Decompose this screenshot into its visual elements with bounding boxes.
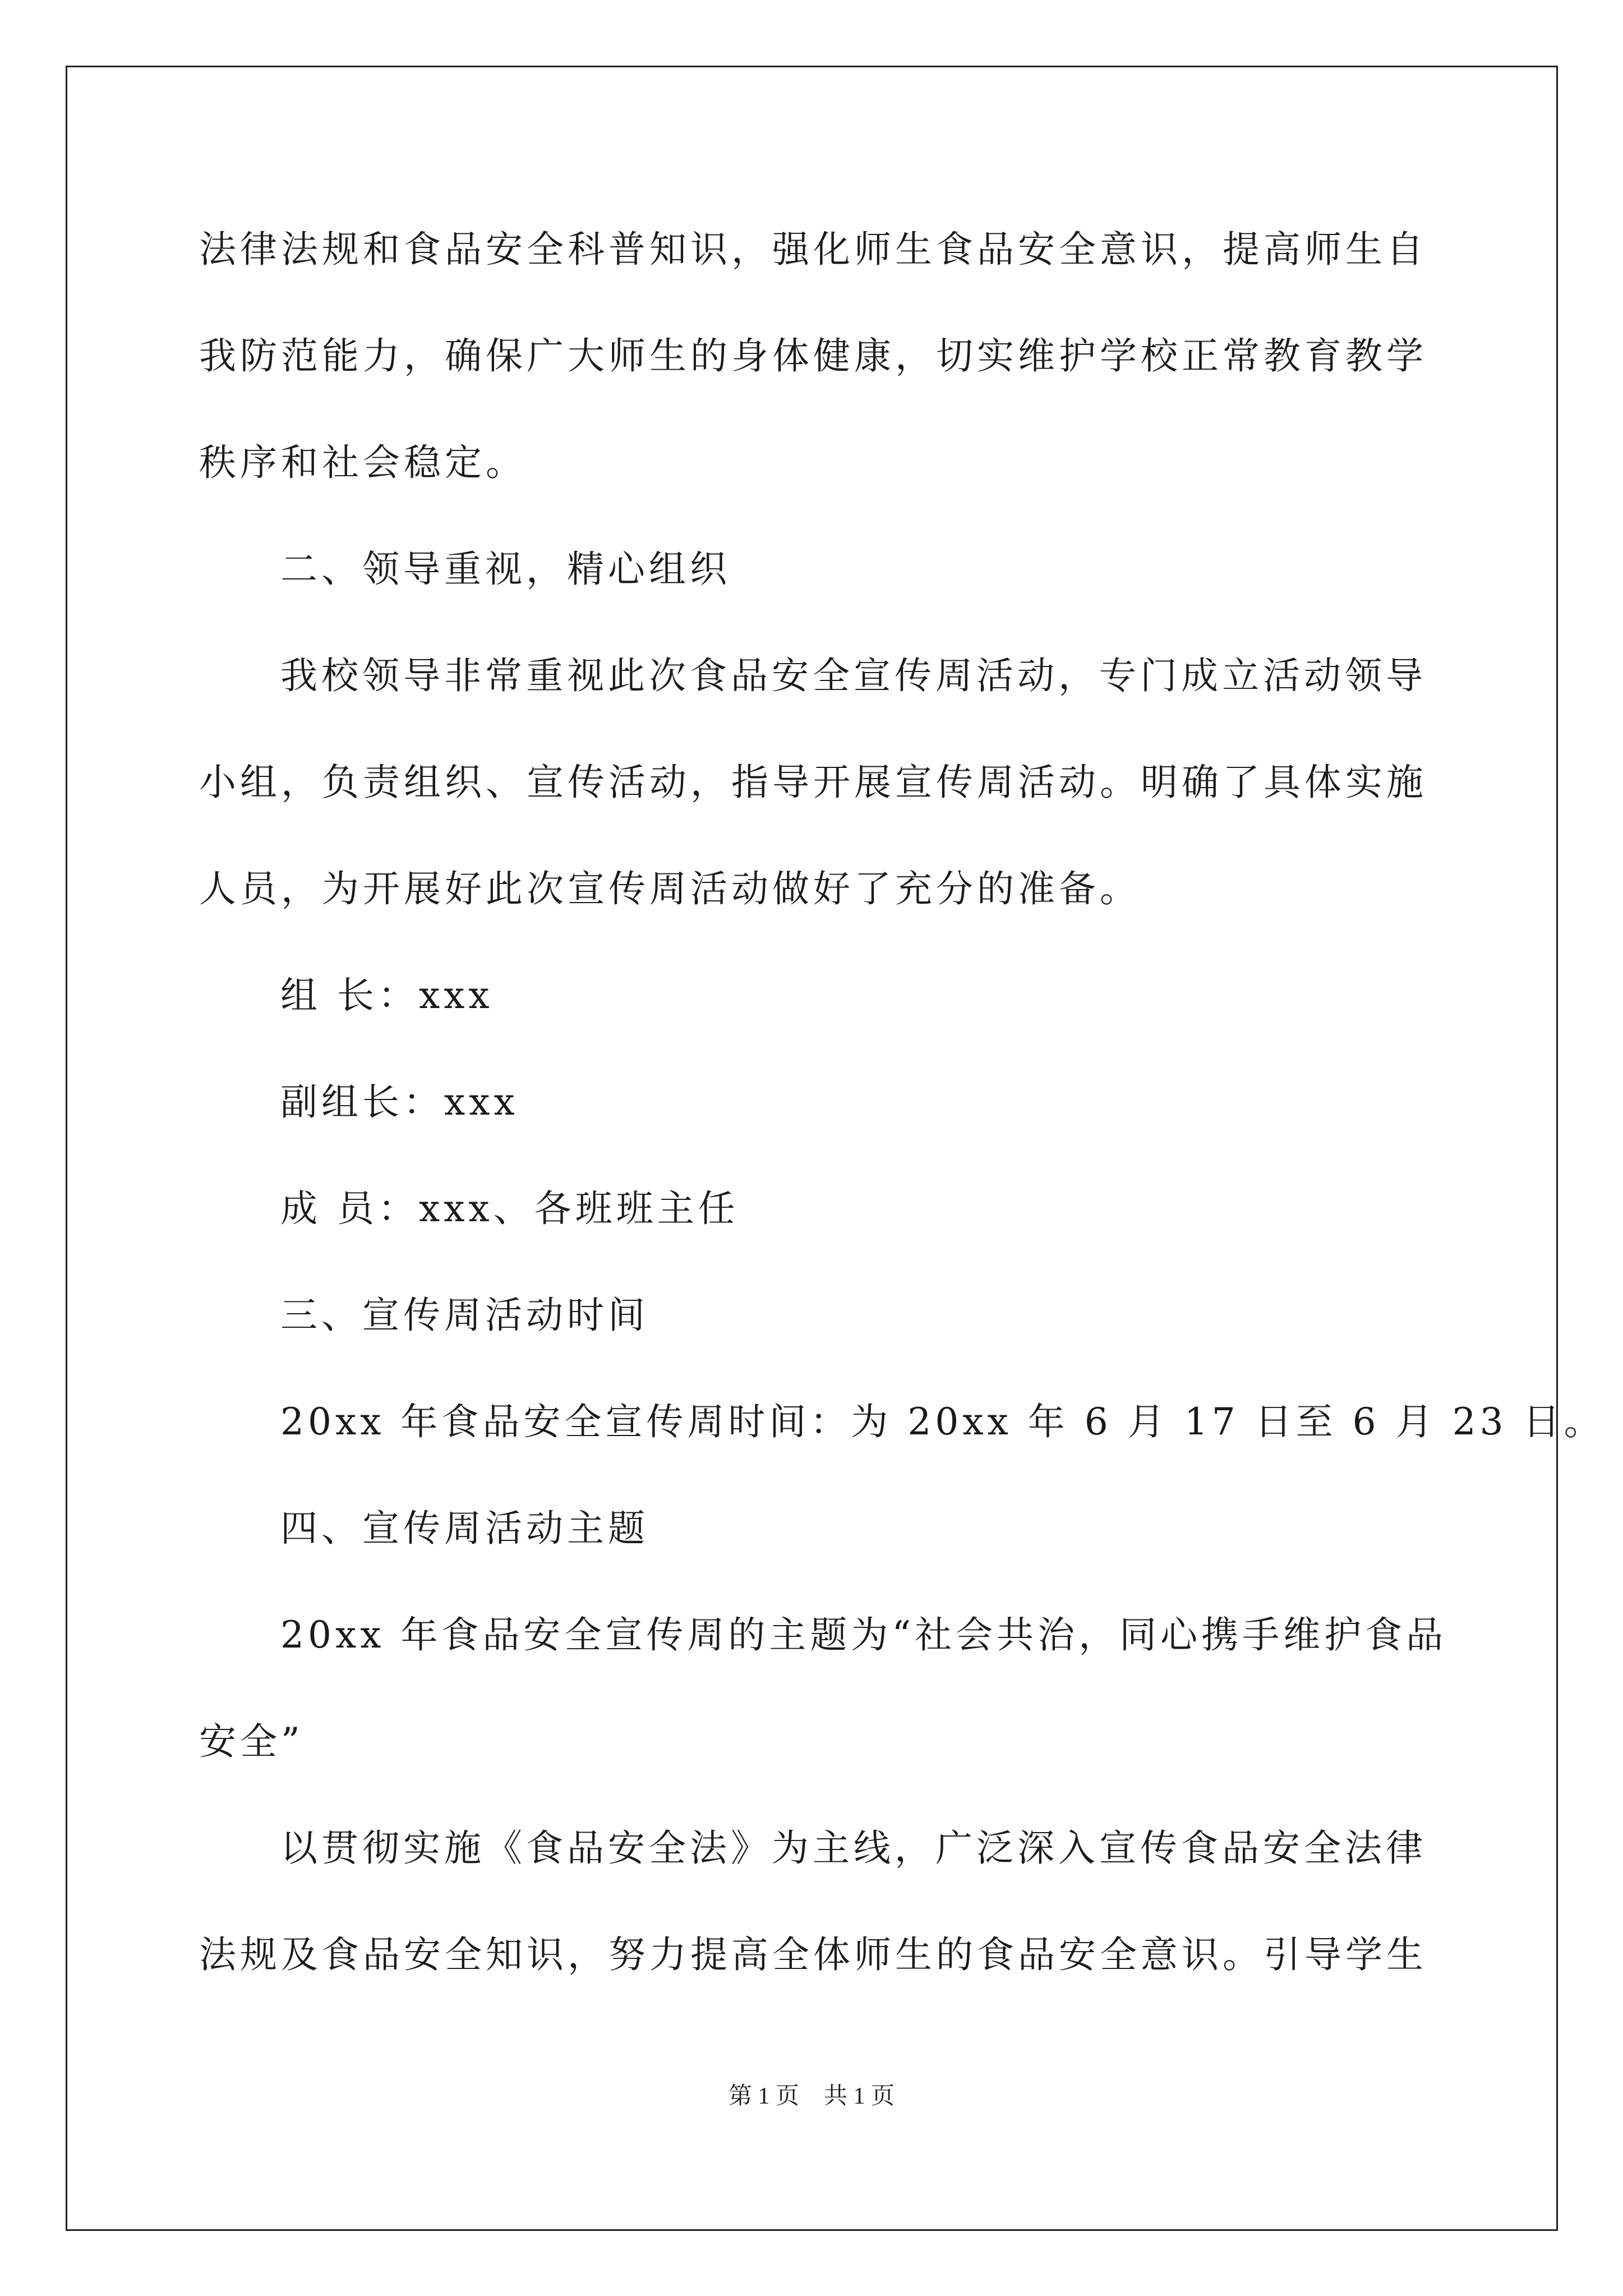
page-footer	[0, 2082, 1623, 2110]
deputy-leader-line: 副组长：xxx	[280, 1080, 519, 1124]
body-text-line: 法律法规和食品安全科普知识，强化师生食品安全意识，提高师生自	[199, 228, 1427, 271]
page-number: 第 1 页	[728, 2083, 799, 2109]
body-text-line: 以贯彻实施《食品安全法》为主线，广泛深入宣传食品安全法律	[280, 1826, 1427, 1870]
group-leader-line: 组 长：xxx	[280, 974, 494, 1017]
section-heading: 二、领导重视，精心组织	[280, 547, 731, 591]
section-heading: 三、宣传周活动时间	[280, 1294, 649, 1337]
body-text-line: 20xx 年食品安全宣传周的主题为“社会共治，同心携手维护食品	[280, 1613, 1447, 1657]
section-heading: 四、宣传周活动主题	[280, 1507, 649, 1550]
body-text-line: 秩序和社会稳定。	[199, 441, 527, 484]
body-text-line: 法规及食品安全知识，努力提高全体师生的食品安全意识。引导学生	[199, 1933, 1427, 1976]
body-text-line: 安全”	[199, 1720, 304, 1763]
body-text-line: 小组，负责组织、宣传活动，指导开展宣传周活动。明确了具体实施	[199, 761, 1427, 804]
body-text-line: 人员，为开展好此次宣传周活动做好了充分的准备。	[199, 867, 1141, 910]
members-line: 成 员：xxx、各班班主任	[280, 1187, 739, 1230]
body-text-line: 我校领导非常重视此次食品安全宣传周活动，专门成立活动领导	[280, 654, 1427, 697]
page-total: 共 1 页	[824, 2083, 895, 2109]
page-border	[66, 66, 1558, 2231]
body-text-line: 我防范能力，确保广大师生的身体健康，切实维护学校正常教育教学	[199, 334, 1427, 378]
body-text-line: 20xx 年食品安全宣传周时间：为 20xx 年 6 月 17 日至 6 月 23 日。	[280, 1400, 1605, 1443]
